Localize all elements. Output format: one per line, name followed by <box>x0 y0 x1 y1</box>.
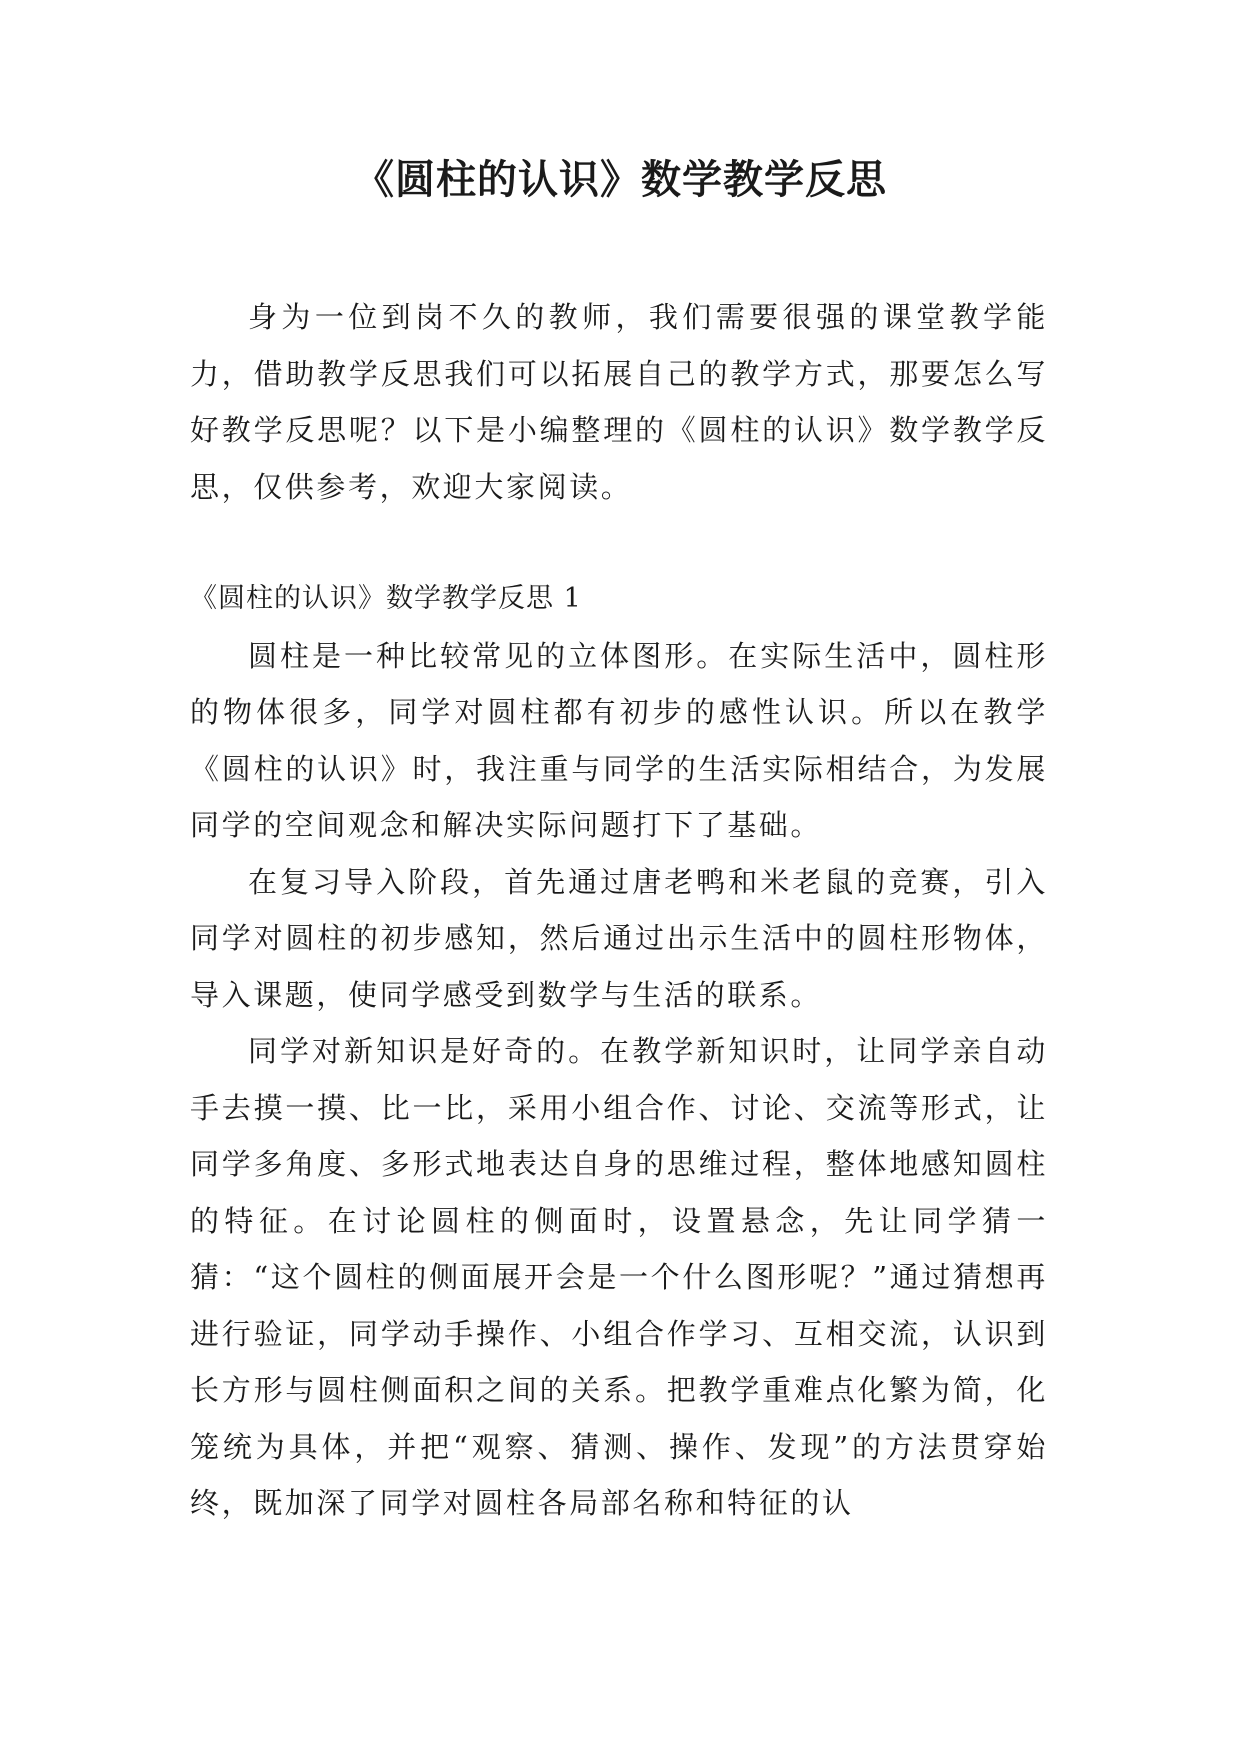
document-body <box>190 289 1048 1532</box>
section-heading: 《圆柱的认识》数学教学反思 1 <box>190 583 582 614</box>
intro-paragraph: 身为一位到岗不久的教师，我们需要很强的课堂教学能力，借助教学反思我们可以拓展自己的教学方式，那要怎么写好教学反思呢？以下是小编整理的《圆柱的认识》数学教学反思，仅供参考，欢迎大家阅读。 <box>190 300 1048 504</box>
body-paragraph-1: 圆柱是一种比较常见的立体图形。在实际生活中，圆柱形的物体很多，同学对圆柱都有初步的感性认识。所以在教学《圆柱的认识》时，我注重与同学的生活实际相结合，为发展同学的空间观念和解决实际问题打下了基础。 <box>190 638 1048 842</box>
body-paragraph-3: 同学对新知识是好奇的。在教学新知识时，让同学亲自动手去摸一摸、比一比，采用小组合作、讨论、交流等形式，让同学多角度、多形式地表达自身的思维过程，整体地感知圆柱的特征。在讨论圆柱的侧面时，设置悬念，先让同学猜一猜：“这个圆柱的侧面展开会是一个什么图形呢？”通过猜想再进行验证，同学动手操作、小组合作学习、互相交流，认识到长方形与圆柱侧面积之间的关系。把教学重难点化繁为简，化笼统为具体，并把“观察、猜测、操作、发现”的方法贯穿始终，既加深了同学对圆柱各局部名称和特征的认 <box>190 1034 1048 1520</box>
body-paragraph-2: 在复习导入阶段，首先通过唐老鸭和米老鼠的竞赛，引入同学对圆柱的初步感知，然后通过出示生活中的圆柱形物体，导入课题，使同学感受到数学与生活的联系。 <box>190 864 1048 1012</box>
document-title: 《圆柱的认识》数学教学反思 <box>354 157 887 203</box>
paragraph-spacer <box>190 515 1048 571</box>
